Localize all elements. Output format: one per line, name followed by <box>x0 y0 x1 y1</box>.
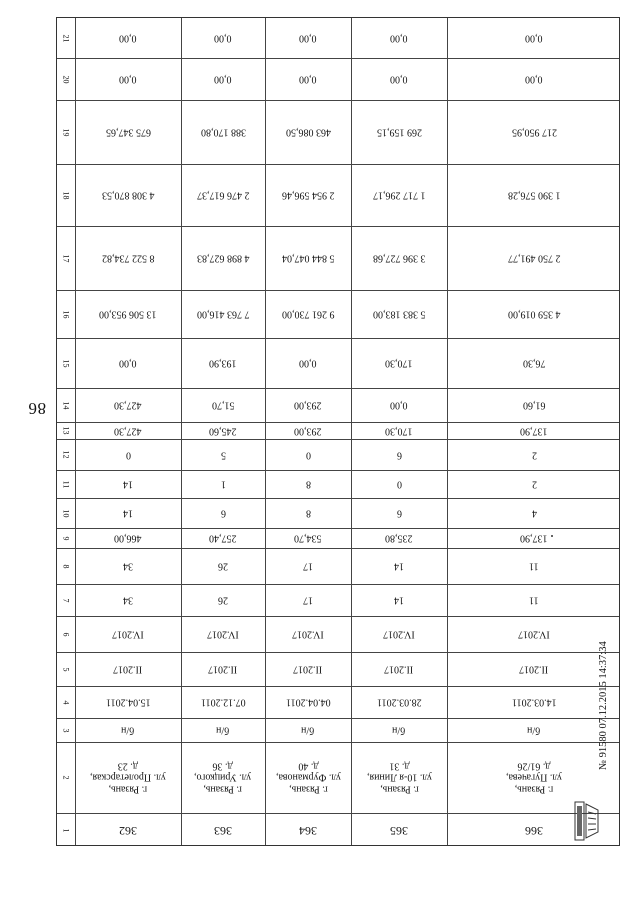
cell-value: 3 396 727,68 <box>372 252 426 264</box>
housing-table <box>56 17 620 846</box>
cell-value: г. Рязань, ул. 10-я Линия, д. 31 <box>366 760 432 795</box>
table-cell <box>75 584 181 616</box>
table-cell <box>265 470 351 498</box>
column-number <box>57 528 75 548</box>
cell-value: 76,30 <box>522 357 546 369</box>
cell-value: 4 359 019,00 <box>507 308 561 320</box>
table-cell <box>75 164 181 226</box>
cell-value: 293,00 <box>294 425 322 437</box>
table-cell <box>265 338 351 388</box>
column-number-label: 8 <box>61 564 71 568</box>
table-cell <box>351 226 447 290</box>
table-cell <box>181 718 265 742</box>
column-number-label: 13 <box>61 426 71 435</box>
cell-value: 2 <box>531 478 537 490</box>
table-cell <box>181 18 265 58</box>
table-cell <box>351 584 447 616</box>
registration-stamp: № 91580 07.12.2015 14:37:34 <box>598 641 609 770</box>
cell-value: 14 <box>394 560 404 572</box>
column-number-label: 15 <box>61 359 71 367</box>
cell-value: 9 261 730,00 <box>281 308 335 320</box>
cell-value: 5 844 047,04 <box>281 252 335 264</box>
table-cell <box>265 388 351 422</box>
cell-value: 14 <box>123 507 133 519</box>
cell-value: б/н <box>527 724 541 736</box>
cell-value: 427,30 <box>114 425 142 437</box>
table-cell <box>181 338 265 388</box>
speck <box>551 535 553 537</box>
table-cell <box>181 58 265 100</box>
column-number <box>57 422 75 439</box>
cell-value: 245,60 <box>209 425 237 437</box>
column-number <box>57 652 75 686</box>
cell-value: 8 522 734,82 <box>101 252 155 264</box>
table-cell <box>265 164 351 226</box>
table-cell <box>447 100 621 164</box>
cell-value: 269 159,15 <box>376 126 422 138</box>
table-cell <box>75 338 181 388</box>
cell-value: II.2017 <box>208 663 238 675</box>
table-cell <box>75 290 181 338</box>
table-cell <box>181 616 265 652</box>
table-cell <box>265 548 351 584</box>
cell-value: 6 <box>396 507 402 519</box>
column-number-label: 20 <box>61 75 71 83</box>
table-cell <box>181 422 265 439</box>
cell-value: 17 <box>303 560 313 572</box>
column-number <box>57 290 75 338</box>
cell-value: 1 <box>220 478 226 490</box>
column-number-label: 14 <box>61 401 71 409</box>
cell-value: 463 086,50 <box>285 126 331 138</box>
table-cell <box>351 58 447 100</box>
table-cell <box>351 813 447 847</box>
cell-value: 15.04.2011 <box>105 696 151 708</box>
cell-value: 61,60 <box>522 399 546 411</box>
table-cell <box>447 290 621 338</box>
table-cell <box>75 718 181 742</box>
column-number-label: 16 <box>61 310 71 318</box>
table-cell <box>351 616 447 652</box>
cell-value: 0,00 <box>390 399 408 411</box>
table-cell <box>265 528 351 548</box>
cell-value: 34 <box>123 560 133 572</box>
table-cell <box>447 616 621 652</box>
table-cell <box>75 652 181 686</box>
table-cell <box>447 58 621 100</box>
cell-value: 1 717 296,17 <box>372 189 426 201</box>
stamp-logo <box>574 800 600 842</box>
cell-value: 7 763 416,00 <box>196 308 250 320</box>
cell-value: 6 <box>396 449 402 461</box>
cell-value: 0,00 <box>299 73 317 85</box>
table-cell <box>265 498 351 528</box>
table-cell <box>447 226 621 290</box>
table-cell <box>181 164 265 226</box>
cell-value: б/н <box>121 724 135 736</box>
cell-value: II.2017 <box>384 663 414 675</box>
table-cell <box>181 686 265 718</box>
table-cell <box>351 338 447 388</box>
cell-value: г. Рязань, ул. Пролетарская, д. 23 <box>90 760 166 795</box>
cell-value: 13 506 953,00 <box>99 308 157 320</box>
cell-value: 0,00 <box>119 32 137 44</box>
table-cell <box>181 528 265 548</box>
table-cell <box>181 652 265 686</box>
cell-value: 5 383 183,00 <box>372 308 426 320</box>
column-number <box>57 498 75 528</box>
column-number <box>57 388 75 422</box>
table-cell <box>351 388 447 422</box>
column-number-label: 1 <box>61 828 71 832</box>
column-number-label: 11 <box>61 480 71 488</box>
cell-value: 170,30 <box>385 357 413 369</box>
cell-value: 14.03.2011 <box>511 696 557 708</box>
cell-value: б/н <box>216 724 230 736</box>
building-logo-icon <box>574 800 600 842</box>
table-cell <box>447 548 621 584</box>
cell-value: 04.04.2011 <box>285 696 331 708</box>
cell-value: 14 <box>394 594 404 606</box>
table-cell <box>447 584 621 616</box>
column-number-label: 5 <box>61 667 71 671</box>
cell-value: 363 <box>214 823 232 838</box>
table-cell <box>447 338 621 388</box>
table-cell <box>351 652 447 686</box>
column-number-label: 2 <box>61 775 71 780</box>
table-cell <box>447 422 621 439</box>
column-number <box>57 226 75 290</box>
column-number <box>57 100 75 164</box>
cell-value: II.2017 <box>519 663 549 675</box>
cell-value: 217 950,95 <box>511 126 557 138</box>
column-number-label: 21 <box>61 34 71 42</box>
cell-value: 0,00 <box>119 73 137 85</box>
table-cell <box>447 439 621 470</box>
cell-value: 257,40 <box>209 532 237 544</box>
cell-value: 8 <box>305 478 311 490</box>
table-cell <box>265 439 351 470</box>
column-number <box>57 338 75 388</box>
table-cell <box>181 584 265 616</box>
cell-value: 6 <box>220 507 226 519</box>
table-cell <box>447 164 621 226</box>
column-number-label: 18 <box>61 191 71 199</box>
table-cell <box>181 470 265 498</box>
page-number: 86 <box>28 399 46 418</box>
cell-value: 0,00 <box>525 32 543 44</box>
cell-value: IV.2017 <box>207 628 239 640</box>
table-cell <box>181 100 265 164</box>
table-cell <box>447 498 621 528</box>
table-grid <box>56 17 620 846</box>
table-cell <box>181 226 265 290</box>
column-number <box>57 584 75 616</box>
table-cell <box>447 18 621 58</box>
table-cell <box>181 439 265 470</box>
table-cell <box>351 470 447 498</box>
column-number-label: 6 <box>61 632 71 636</box>
cell-value: 170,30 <box>385 425 413 437</box>
table-cell <box>265 290 351 338</box>
cell-value: 0 <box>125 449 131 461</box>
cell-value: 14 <box>123 478 133 490</box>
cell-value: 28.03.2011 <box>376 696 422 708</box>
cell-value: б/н <box>392 724 406 736</box>
cell-value: 137,90 <box>520 425 548 437</box>
table-cell <box>75 422 181 439</box>
table-cell <box>181 290 265 338</box>
table-cell <box>75 686 181 718</box>
column-number <box>57 470 75 498</box>
table-cell <box>447 718 621 742</box>
cell-value: 362 <box>119 823 137 838</box>
table-cell <box>351 498 447 528</box>
cell-value: II.2017 <box>113 663 143 675</box>
table-cell <box>75 100 181 164</box>
column-number-label: 10 <box>61 509 71 517</box>
column-number <box>57 718 75 742</box>
cell-value: 366 <box>525 823 543 838</box>
cell-value: 07.12.2011 <box>200 696 246 708</box>
column-number <box>57 616 75 652</box>
table-cell <box>351 164 447 226</box>
column-number <box>57 548 75 584</box>
cell-value: 388 170,80 <box>200 126 246 138</box>
table-cell <box>351 528 447 548</box>
table-cell <box>181 388 265 422</box>
table-cell <box>447 528 621 548</box>
table-cell <box>75 388 181 422</box>
cell-value: 51,70 <box>211 399 235 411</box>
table-cell <box>75 742 181 813</box>
table-cell <box>181 813 265 847</box>
cell-value: 675 347,65 <box>105 126 151 138</box>
column-number <box>57 58 75 100</box>
cell-value: г. Рязань, ул. Урицкого, д. 36 <box>194 760 252 795</box>
cell-value: б/н <box>301 724 315 736</box>
cell-value: IV.2017 <box>292 628 324 640</box>
column-number <box>57 742 75 813</box>
column-number-label: 9 <box>61 536 71 540</box>
cell-value: 0,00 <box>119 357 137 369</box>
table-cell <box>75 616 181 652</box>
table-cell <box>181 498 265 528</box>
cell-value: 0,00 <box>390 32 408 44</box>
table-cell <box>447 388 621 422</box>
cell-value: 2 954 596,46 <box>281 189 335 201</box>
table-cell <box>265 686 351 718</box>
cell-value: 2 750 491,77 <box>507 252 561 264</box>
column-number <box>57 813 75 847</box>
table-cell <box>265 100 351 164</box>
column-number-label: 12 <box>61 450 71 459</box>
cell-value: 1 390 576,28 <box>507 189 561 201</box>
table-cell <box>75 470 181 498</box>
cell-value: 0,00 <box>299 32 317 44</box>
cell-value: 0,00 <box>214 73 232 85</box>
table-cell <box>265 422 351 439</box>
column-number-label: 3 <box>61 728 71 732</box>
cell-value: 293,00 <box>294 399 322 411</box>
cell-value: 8 <box>305 507 311 519</box>
cell-value: г. Рязань, ул. Фурманова, д. 40 <box>275 760 341 795</box>
table-cell <box>75 18 181 58</box>
cell-value: 17 <box>303 594 313 606</box>
table-cell <box>265 226 351 290</box>
table-cell <box>265 742 351 813</box>
table-cell <box>447 686 621 718</box>
table-cell <box>75 498 181 528</box>
table-cell <box>265 58 351 100</box>
table-cell <box>265 718 351 742</box>
cell-value: 11 <box>529 560 539 572</box>
cell-value: 0,00 <box>299 357 317 369</box>
cell-value: 0 <box>305 449 311 461</box>
column-number-label: 4 <box>61 700 71 704</box>
table-cell <box>181 548 265 584</box>
table-cell <box>351 422 447 439</box>
cell-value: 26 <box>218 594 228 606</box>
table-cell <box>265 813 351 847</box>
cell-value: 26 <box>218 560 228 572</box>
cell-value: 193,90 <box>209 357 237 369</box>
column-number <box>57 18 75 58</box>
cell-value: 4 <box>531 507 537 519</box>
table-cell <box>181 742 265 813</box>
table-cell <box>75 58 181 100</box>
table-cell <box>351 18 447 58</box>
cell-value: 0,00 <box>214 32 232 44</box>
cell-value: II.2017 <box>293 663 323 675</box>
table-cell <box>75 813 181 847</box>
cell-value: IV.2017 <box>112 628 144 640</box>
cell-value: IV.2017 <box>518 628 550 640</box>
table-cell <box>351 439 447 470</box>
cell-value: 0 <box>396 478 402 490</box>
table-cell <box>351 100 447 164</box>
table-cell <box>75 548 181 584</box>
cell-value: 0,00 <box>390 73 408 85</box>
cell-value: 365 <box>390 823 408 838</box>
table-cell <box>75 528 181 548</box>
cell-value: 427,30 <box>114 399 142 411</box>
table-cell <box>351 290 447 338</box>
cell-value: IV.2017 <box>383 628 415 640</box>
column-number-label: 17 <box>61 254 71 262</box>
table-cell <box>351 742 447 813</box>
cell-value: 2 <box>531 449 537 461</box>
table-cell <box>265 584 351 616</box>
table-cell <box>75 439 181 470</box>
cell-value: 34 <box>123 594 133 606</box>
cell-value: 137,90 <box>520 532 548 544</box>
cell-value: 364 <box>299 823 317 838</box>
cell-value: 0,00 <box>525 73 543 85</box>
table-cell <box>265 616 351 652</box>
table-cell <box>447 470 621 498</box>
table-cell <box>351 718 447 742</box>
cell-value: 11 <box>529 594 539 606</box>
cell-value: 235,80 <box>385 532 413 544</box>
cell-value: 466,00 <box>114 532 142 544</box>
column-number <box>57 164 75 226</box>
cell-value: 4 308 870,53 <box>101 189 155 201</box>
table-cell <box>447 652 621 686</box>
cell-value: 2 476 617,37 <box>196 189 250 201</box>
column-number <box>57 686 75 718</box>
column-number <box>57 439 75 470</box>
cell-value: 4 898 627,83 <box>196 252 250 264</box>
table-cell <box>265 652 351 686</box>
cell-value: 5 <box>220 449 226 461</box>
column-number-label: 7 <box>61 598 71 602</box>
table-cell <box>351 548 447 584</box>
table-cell <box>265 18 351 58</box>
column-number-label: 19 <box>61 128 71 136</box>
table-cell <box>351 686 447 718</box>
table-cell <box>75 226 181 290</box>
cell-value: г. Рязань, ул. Пугачева, д. 61/26 <box>506 760 562 795</box>
cell-value: 534,70 <box>294 532 322 544</box>
